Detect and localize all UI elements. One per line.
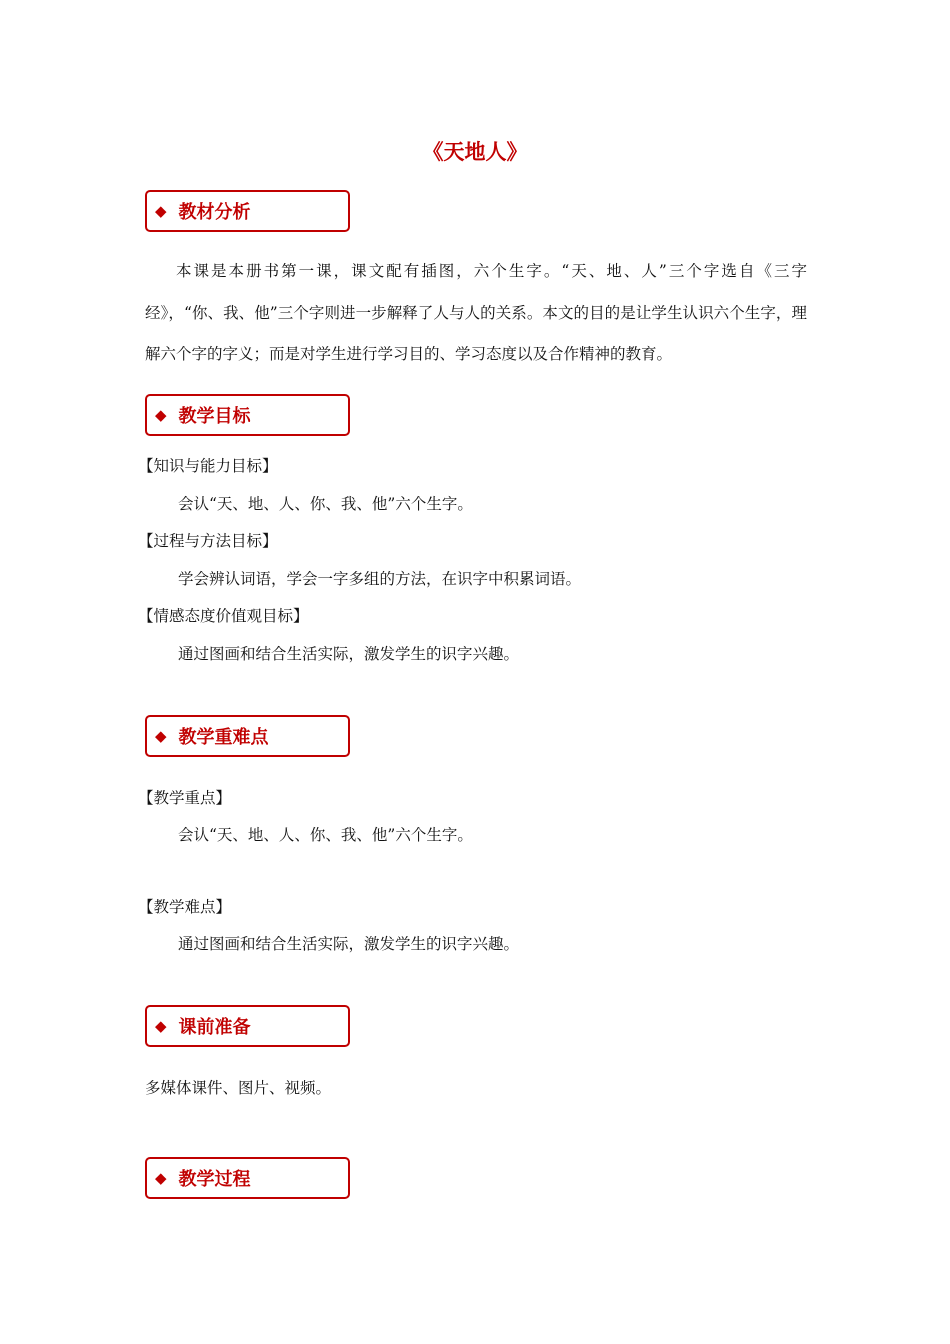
diamond-icon: ◆ <box>155 201 167 220</box>
section-heading-process <box>145 1157 350 1199</box>
section-heading-keypoints <box>145 715 350 757</box>
section-heading-label: 教学目标 <box>178 406 251 427</box>
document-title: 《天地人》 <box>422 139 528 164</box>
goal-text-process: 学会辨认词语，学会一字多组的方法，在识字中积累词语。 <box>178 570 582 588</box>
goal-label-process: 【过程与方法目标】 <box>138 532 278 550</box>
section-heading-preparation <box>145 1005 350 1047</box>
section-heading-label: 课前准备 <box>178 1017 251 1038</box>
goal-text-emotion: 通过图画和结合生活实际，激发学生的识字兴趣。 <box>178 645 520 663</box>
diamond-icon: ◆ <box>155 405 167 424</box>
diamond-icon: ◆ <box>155 1168 167 1187</box>
goal-text-knowledge: 会认“天、地、人、你、我、他”六个生字。 <box>178 495 473 513</box>
section-heading-analysis <box>145 190 350 232</box>
goal-label-emotion: 【情感态度价值观目标】 <box>138 607 309 625</box>
diamond-icon: ◆ <box>155 726 167 745</box>
analysis-paragraph: 本课是本册书第一课，课文配有插图，六个生字。“天、地、人”三个字选自《三字经》，“你、我、他”三个字则进一步解释了人与人的关系。本文的目的是让学生认识六个生字，理解六个字的字义；而是对学生进行学习目的、学习态度以及合作精神的教育。 <box>145 262 807 363</box>
keypoint-label-difficulty: 【教学难点】 <box>138 898 232 916</box>
section-heading-label: 教学重难点 <box>178 727 269 748</box>
keypoint-label-focus: 【教学重点】 <box>138 789 232 807</box>
section-heading-label: 教材分析 <box>178 202 251 223</box>
keypoint-text-focus: 会认“天、地、人、你、我、他”六个生字。 <box>178 826 473 844</box>
keypoint-text-difficulty: 通过图画和结合生活实际，激发学生的识字兴趣。 <box>178 935 520 953</box>
section-heading-label: 教学过程 <box>178 1169 251 1190</box>
section-heading-goals <box>145 394 350 436</box>
goal-label-knowledge: 【知识与能力目标】 <box>138 457 278 475</box>
preparation-text: 多媒体课件、图片、视频。 <box>145 1079 332 1097</box>
diamond-icon: ◆ <box>155 1016 167 1035</box>
